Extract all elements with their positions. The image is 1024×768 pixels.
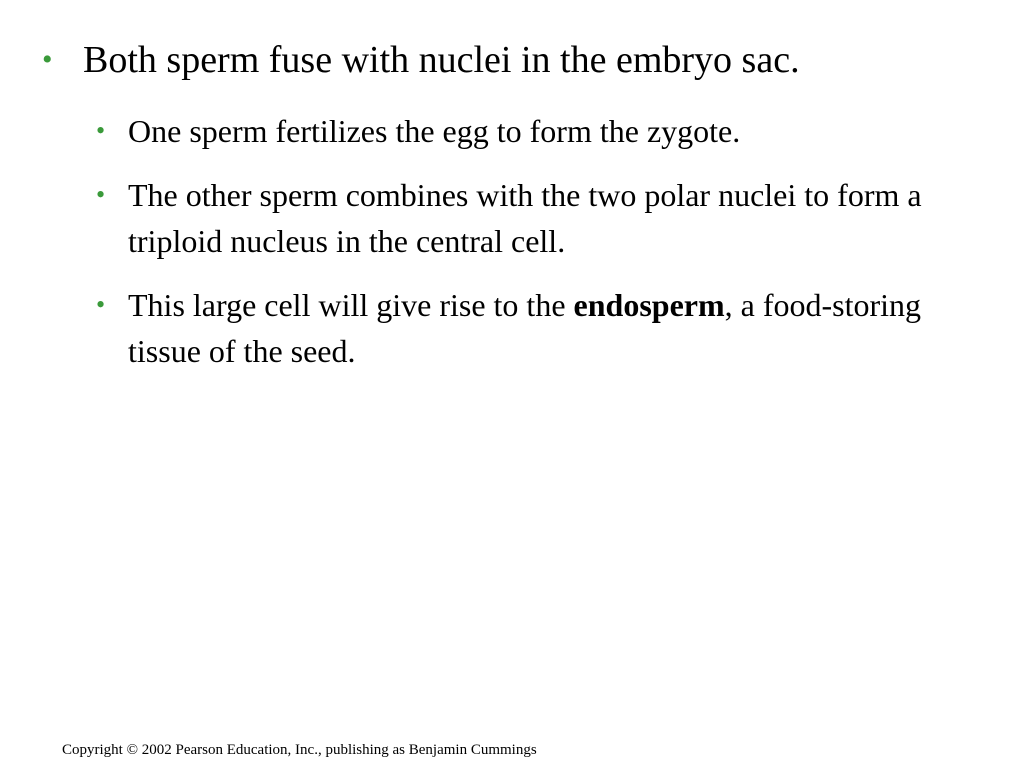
- main-bullet-text: Both sperm fuse with nuclei in the embryo sac.: [83, 39, 800, 81]
- sub-bullet-text: One sperm fertilizes the egg to form the zygote.: [128, 113, 741, 149]
- bullet-dot-icon: •: [42, 43, 53, 76]
- sub-bullet-list: [96, 108, 958, 392]
- sub-bullet-text: The other sperm combines with the two polar nuclei to form a triploid nucleus in the central cell.: [128, 177, 922, 259]
- sub-bullet-text-before: This large cell will give rise to the: [128, 287, 574, 323]
- sub-bullet-3: [96, 282, 958, 374]
- sub-bullet-2: [96, 172, 958, 264]
- main-bullet: [42, 36, 983, 84]
- bullet-dot-icon: •: [96, 116, 106, 145]
- sub-bullet-text-after: , a food-storing tissue of the seed.: [128, 287, 922, 369]
- sub-bullet-1: [96, 108, 958, 154]
- endosperm-term: endosperm: [573, 287, 725, 323]
- bullet-dot-icon: •: [96, 290, 106, 319]
- bullet-dot-icon: •: [96, 180, 106, 209]
- copyright-footer: Copyright © 2002 Pearson Education, Inc., publishing as Benjamin Cummings: [62, 742, 537, 758]
